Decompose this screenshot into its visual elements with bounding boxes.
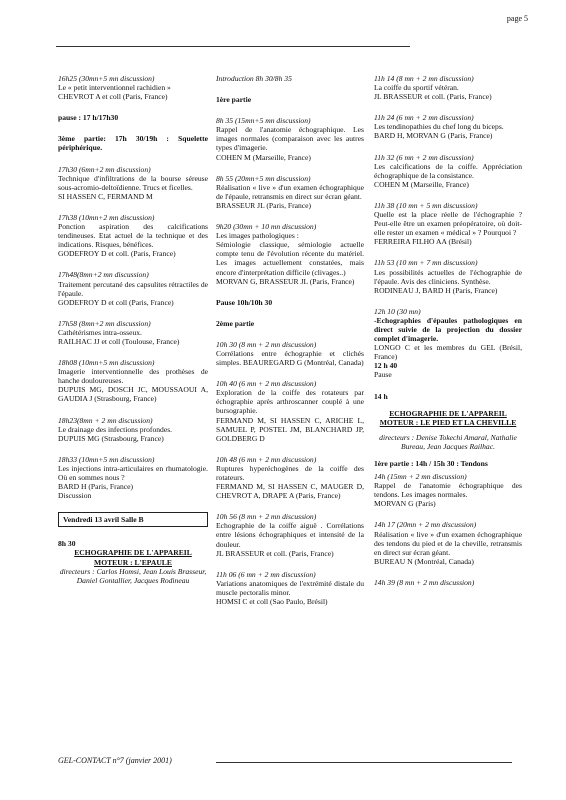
item-line: Rappel de l'anatomie échographique des tendons. Les images normales. — [374, 481, 522, 500]
program-item — [58, 213, 208, 258]
item-line: Le drainage des infections profondes. — [58, 424, 173, 434]
item-time: 8h 35 (15mn+5 mn discussion) — [216, 116, 311, 126]
item-line: Ruptures hyperéchogènes de la coiffe des rotateurs. — [216, 463, 364, 482]
item-line: La coiffe du sportif vétéran. — [374, 83, 459, 93]
item-line: Technique d'infiltrations de la bourse séreuse sous-acromio-deltoïdienne. Trucs et ficelles. — [58, 173, 208, 192]
program-item — [216, 512, 364, 557]
session-directors: directeurs : Denise Tokechi Amaral, Nathalie Bureau, Jean Jacques Railhac. — [379, 432, 517, 451]
item-line: Le « petit interventionnel rachidien » — [58, 83, 171, 93]
program-item — [374, 307, 522, 380]
item-line: Exploration de la coiffe des rotateurs par échographie après arthroscanner couplé à une bursographie. — [216, 388, 364, 416]
item-time: 16h25 (30mn+5 mn discussion) — [58, 74, 155, 83]
program-item — [216, 319, 364, 328]
item-line: Les possibilités actuelles de l'échographie de l'épaule. Avis des cliniciens. Synthèse. — [374, 267, 522, 286]
item-line: Réalisation « live » d'un examen échographique de l'épaule, retransmis en direct sur écran géant. — [216, 182, 364, 201]
item-line: Les tendinopathies du chef long du biceps. — [374, 122, 504, 132]
session-part: 1ère partie : 14h / 15h 30 : Tendons — [374, 459, 488, 468]
program-item — [58, 165, 208, 201]
session-title: ECHOGRAPHIE DE L'APPAREIL MOTEUR : LE PIED ET LA CHEVILLE — [379, 408, 517, 427]
item-line: GODEFROY D et coll (Paris, France) — [58, 297, 174, 307]
item-line: Les injections intra-articulaires en rhumatologie. Où en sommes nous ? — [58, 463, 208, 482]
item-line: MORVAN G, BRASSEUR JL (Paris, France) — [216, 276, 355, 286]
item-time: 17h38 (10mn+2 mn discussion) — [58, 212, 155, 222]
footer-rule — [216, 762, 512, 763]
item-line: BRASSEUR JL (Paris, France) — [216, 200, 312, 210]
program-item — [58, 113, 208, 122]
program-item — [216, 174, 364, 210]
item-time: 10h 56 (8 mn + 2 mn discussion) — [216, 512, 317, 522]
item-heading: Pause 10h/10h 30 — [216, 297, 273, 307]
item-line: Quelle est la place réelle de l'échographie ? Peut-elle être un examen préopératoire, où doit-elle rester un examen « médical » ? Pourquoi ? — [374, 210, 522, 238]
program-item — [216, 222, 364, 286]
item-time: 17h58 (8mn+2 mn discussion) — [58, 318, 151, 328]
program-item — [374, 113, 522, 140]
item-line: Les images pathologiques : — [216, 231, 299, 241]
item-time: 17h30 (6mn+2 mn discussion) — [58, 164, 151, 174]
item-heading: 12 h 40 — [374, 361, 398, 371]
program-item — [374, 578, 522, 587]
page-number: page 5 — [506, 14, 528, 23]
item-line: Variations anatomiques de l'extrémité distale du muscle pectoralis minor. — [216, 578, 364, 597]
item-line: BARD H (Paris, France) — [58, 482, 134, 492]
item-line: Les calcifications de la coiffe. Appréciation échographique de la consistance. — [374, 161, 522, 180]
item-time: 11h 24 (6 mn + 2 mn discussion) — [374, 113, 474, 123]
item-line: JL BRASSEUR et coll. (Paris, France) — [216, 548, 334, 558]
item-line: Ponction aspiration des calcifications tendineuses. Etat actuel de la technique et des indications. Risques, bénéfices. — [58, 222, 208, 250]
program-item — [374, 520, 522, 565]
program-item — [216, 298, 364, 307]
footer: GEL-CONTACT n°7 (janvier 2001) — [58, 756, 172, 765]
program-item — [58, 319, 208, 346]
column-2 — [216, 74, 364, 618]
item-time: 18h08 (10mn+5 mn discussion) — [58, 358, 155, 368]
item-line: Rappel de l'anatomie échographique. Les images normales (comparaison avec les autres types d'imagerie. — [216, 125, 364, 153]
item-line: Réalisation « live » d'un examen échographique des tendons du pied et de la cheville, retransmis en direct sur écran géant. — [374, 529, 522, 557]
item-line: Sémiologie classique, sémiologie actuelle compte tenu de l'évolution récente du matériel. Les images actuellement constatées, mais encore d'interprétation difficile (clivages..) — [216, 240, 364, 277]
item-line: Corrélations entre échographie et clichés simples. BEAUREGARD G (Montréal, Canada) — [216, 348, 364, 368]
item-time: 10h 40 (6 mn + 2 mn discussion) — [216, 379, 317, 389]
program-item — [58, 74, 208, 101]
program-item — [58, 358, 208, 403]
item-line: LONGO C et les membres du GEL (Brésil, France) — [374, 343, 522, 362]
item-line: MORVAN G (Paris) — [374, 499, 436, 509]
item-line: COHEN M (Marseille, France) — [216, 152, 311, 162]
program-item — [58, 416, 208, 443]
session-directors: directeurs : Carlos Homsi, Jean Louis Brasseur, Daniel Gontallier, Jacques Rodineau — [59, 566, 207, 585]
item-line: BUREAU N (Montréal, Canada) — [374, 556, 474, 566]
item-time: 18h33 (10mn+5 mn discussion) — [58, 454, 155, 464]
item-line: FERREIRA FILHO AA (Brésil) — [374, 237, 472, 247]
program-item — [216, 455, 364, 500]
item-line: CHEVROT A et coll (Paris, France) — [58, 92, 168, 102]
item-time: 11h 14 (8 mn + 2 mn discussion) — [374, 74, 474, 83]
item-heading: 3ème partie: 17h 30/19h : Squelette périphérique. — [58, 134, 208, 153]
item-time: 14h 39 (8 mn + 2 mn discussion) — [374, 577, 475, 587]
item-line: FERMAND M, SI HASSEN C, MAUGER D, CHEVROT A, DRAPE A (Paris, France) — [216, 482, 364, 501]
session-time: 14 h — [374, 391, 388, 401]
program-item — [58, 455, 208, 500]
item-time: 12h 10 (30 mn) — [374, 306, 421, 316]
day-box: Vendredi 13 avril Salle B — [58, 512, 208, 527]
program-item — [374, 201, 522, 246]
program-item — [216, 340, 364, 367]
program-item — [216, 74, 364, 83]
program-item — [58, 270, 208, 306]
item-time: 11h 32 (6 mn + 2 mn discussion) — [374, 152, 474, 162]
item-line: Imagerie interventionnelle des prothèses de hanche douloureuses. — [58, 367, 208, 386]
item-line: DUPUIS MG (Strasbourg, France) — [58, 433, 164, 443]
item-line: COHEN M (Marseille, France) — [374, 179, 469, 189]
item-heading: 2ème partie — [216, 318, 255, 328]
item-line: SI HASSEN C, FERMAND M — [58, 191, 153, 201]
item-time: 18h23(8mn + 2 mn discussion) — [58, 415, 153, 425]
item-line: HOMSI C et coll (Sao Paulo, Brésil) — [216, 597, 328, 607]
program-item — [216, 95, 364, 104]
session-title: ECHOGRAPHIE DE L'APPAREIL MOTEUR : L'EPAULE — [74, 548, 192, 567]
item-time: 8h 55 (20mn+5 mn discussion) — [216, 173, 311, 183]
item-line: Echographie de la coiffe aiguë . Corrélations entre lésions échographiques et intensité de la douleur. — [216, 521, 364, 549]
item-time: 14h 17 (20mn + 2 mn discussion) — [374, 520, 477, 530]
item-title: -Echographies d'épaules pathologiques en direct suivie de la projection du dossier complet d'imagerie. — [374, 315, 522, 344]
program-item — [374, 472, 522, 508]
item-line: JL BRASSEUR et coll. (Paris, France) — [374, 92, 492, 102]
item-line: DUPUIS MG, DOSCH JC, MOUSSAOUI A, GAUDIA J (Strasbourg, France) — [58, 385, 208, 404]
program-item — [216, 379, 364, 443]
item-time: 11h 38 (10 mn + 5 mn discussion) — [374, 200, 478, 210]
item-time: 10h 48 (6 mn + 2 mn discussion) — [216, 454, 317, 464]
program-item — [58, 134, 208, 152]
program-item — [216, 116, 364, 161]
item-line: RODINEAU J, BARD H (Paris, France) — [374, 285, 498, 295]
item-line: Discussion — [58, 491, 92, 501]
item-line: FERMAND M, SI HASSEN C, ARICHE L, SAMUEL P, POSTEL JM, BLANCHARD JP, GOLDBERG D — [216, 415, 364, 443]
column-1 — [58, 74, 208, 585]
item-time: 17h48(8mn+2 mn discussion) — [58, 270, 149, 280]
program-item — [216, 570, 364, 606]
item-time: 14h (15mn + 2 mn discussion) — [374, 472, 467, 482]
item-line: RAILHAC JJ et coll (Toulouse, France) — [58, 336, 180, 346]
item-line: Pause — [374, 370, 392, 380]
item-line: Cathétérismes intra-osseux. — [58, 327, 142, 337]
item-line: BARD H, MORVAN G (Paris, France) — [374, 131, 493, 141]
item-time: Introduction 8h 30/8h 35 — [216, 74, 292, 83]
item-time: 10h 30 (8 mn + 2 mn discussion) — [216, 339, 317, 349]
program-item — [374, 258, 522, 294]
column-3 — [374, 74, 522, 599]
item-heading: 1ère partie — [216, 95, 252, 105]
program-item — [374, 153, 522, 189]
session-time: 8h 30 — [58, 539, 76, 549]
item-line: Traitement percutané des capsulites rétractiles de l'épaule. — [58, 279, 208, 298]
item-time: 11h 06 (6 mn + 2 mn discussion) — [216, 569, 316, 579]
item-time: 9h20 (30mn + 10 mn discussion) — [216, 222, 317, 232]
header-rule — [56, 46, 410, 47]
item-time: 11h 53 (10 mn + 7 mn discussion) — [374, 258, 478, 268]
item-line: GODEFROY D et coll. (Paris, France) — [58, 249, 176, 259]
item-heading: pause : 17 h/17h30 — [58, 113, 119, 123]
program-item — [374, 74, 522, 101]
